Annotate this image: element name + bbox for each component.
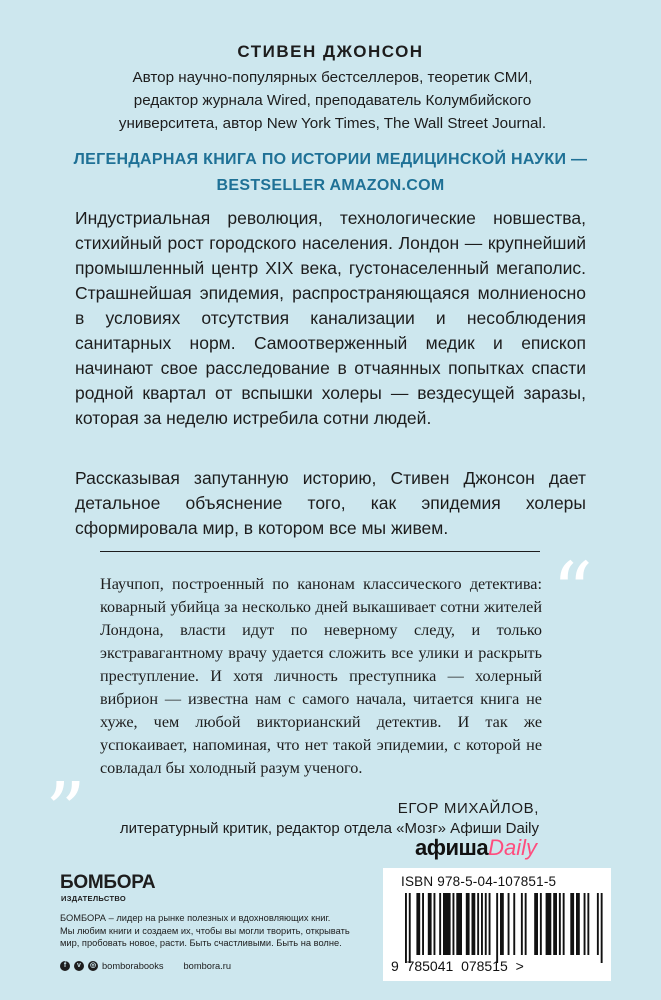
barcode-bar [546, 893, 552, 955]
barcode-bar [485, 893, 487, 955]
barcode-trail: > [515, 958, 524, 974]
barcode-lead-digit: 9 [391, 958, 399, 974]
author-bio [60, 66, 605, 135]
barcode-bar [601, 893, 603, 963]
barcode-bar [525, 893, 527, 955]
publisher-blurb [60, 912, 370, 950]
close-quote-mark: ” [45, 765, 86, 858]
author-bio-line: Автор научно-популярных бестселлеров, теоретик СМИ, [132, 69, 533, 86]
vk-icon: v [74, 961, 84, 971]
barcode-bar [508, 893, 510, 955]
barcode-bar [500, 893, 504, 955]
reviewer-role: литературный критик, редактор отдела «Мозг» Афиши Daily [119, 820, 539, 837]
social-handle: bomborabooks [102, 961, 164, 971]
barcode-bar [472, 893, 476, 955]
publisher-website: bombora.ru [183, 961, 232, 971]
reviewer-name: ЕГОР МИХАЙЛОВ, [397, 800, 539, 817]
tagline-line: BESTSELLER AMAZON.COM [216, 177, 445, 194]
barcode-bar [434, 893, 436, 955]
barcode-bar [405, 893, 407, 963]
publisher-logo: БОМБОРА [60, 872, 156, 893]
barcode-bar [453, 893, 455, 955]
barcode-bar [409, 893, 411, 963]
barcode-bar [489, 893, 491, 955]
publisher-subtitle: ИЗДАТЕЛЬСТВО [61, 894, 126, 903]
barcode-bar [553, 893, 557, 955]
barcode-digits [391, 958, 524, 974]
review-text: Научпоп, построенный по канонам классического детектива: коварный убийца за несколько дней выкашивает сотни жителей Лондона, власти идут по неверному следу, и только экстравагантному врачу удается сложить все улики и раскрыть преступление. И хотя личность преступника — холерный вибрион — известна нам с самого начала, читается книга не хуже, чем любой викторианский детектив. И так же успокаивает, напоминая, что нет такой эпидемии, с которой не совладал бы холодный разум ученого. [100, 575, 542, 777]
barcode-bar [456, 893, 462, 955]
barcode-group-1: 785041 [406, 958, 454, 974]
isbn-number: ISBN 978-5-04-107851-5 [401, 874, 557, 889]
barcode-bar [496, 893, 498, 963]
barcode-group-2: 078515 [461, 958, 508, 974]
barcode-bars [405, 893, 605, 963]
barcode-bar [439, 893, 441, 955]
barcode-bar [443, 893, 451, 955]
annotation-paragraph-2: Рассказывая запутанную историю, Стивен Джонсон дает детальное объяснение того, как эпидемия холеры сформировала мир, в котором все мы живем. [75, 468, 586, 538]
barcode-bar [416, 893, 420, 955]
tagline-line: ЛЕГЕНДАРНАЯ КНИГА ПО ИСТОРИИ МЕДИЦИНСКОЙ НАУКИ — [73, 151, 588, 168]
barcode-bar [428, 893, 432, 955]
publisher-blurb-line: мир, пробовать новое, расти. Быть счастливыми. Быть на волне. [60, 938, 342, 948]
barcode-bar [576, 893, 580, 955]
author-bio-line: редактор журнала Wired, преподаватель Колумбийского [133, 92, 532, 109]
barcode-bar [559, 893, 561, 955]
barcode-bar [597, 893, 599, 955]
barcode-bar [481, 893, 483, 955]
publisher-blurb-line: БОМБОРА – лидер на рынке полезных и вдохновляющих книг. [60, 913, 331, 923]
barcode-bar [587, 893, 589, 955]
barcode-bar [513, 893, 515, 955]
barcode-bar [477, 893, 479, 955]
barcode-bar [563, 893, 565, 955]
open-quote-mark: “ [552, 545, 593, 638]
barcode-bar [534, 893, 538, 955]
facebook-icon: f [60, 961, 70, 971]
instagram-icon: ◎ [89, 962, 97, 969]
barcode-bar [466, 893, 470, 955]
tagline [0, 147, 661, 199]
barcode-bar [540, 893, 542, 955]
afisha-logo-part: афиша [415, 835, 489, 860]
daily-logo-part: Daily [488, 835, 537, 860]
afisha-daily-logo [415, 834, 537, 862]
author-bio-line: университета, автор New York Times, The Wall Street Journal. [118, 115, 547, 132]
barcode-bar [570, 893, 574, 955]
barcode-bar [521, 893, 523, 955]
annotation-paragraph-1: Индустриальная революция, технологические новшества, стихийный рост городского населения. Лондон — крупнейший промышленный центр XIX века, густонаселенный мегаполис. Страшнейшая эпидемия, распространяющаяся молниеносно в условиях отсутствия канализации и несоблюдения санитарных норм. Самоотверженный медик и епископ начинают свое расследование в отчаянных попытках спасти родной квартал от вспышки холеры — вездесущей заразы, которая за неделю истребила сотни людей. [75, 208, 586, 428]
barcode-bar [584, 893, 586, 955]
barcode-bar [422, 893, 424, 955]
publisher-blurb-line: Мы любим книги и создаем их, чтобы вы могли творить, открывать [60, 925, 350, 936]
publisher-social [60, 961, 231, 971]
author-name: СТИВЕН ДЖОНСОН [237, 42, 424, 61]
divider [100, 551, 540, 552]
